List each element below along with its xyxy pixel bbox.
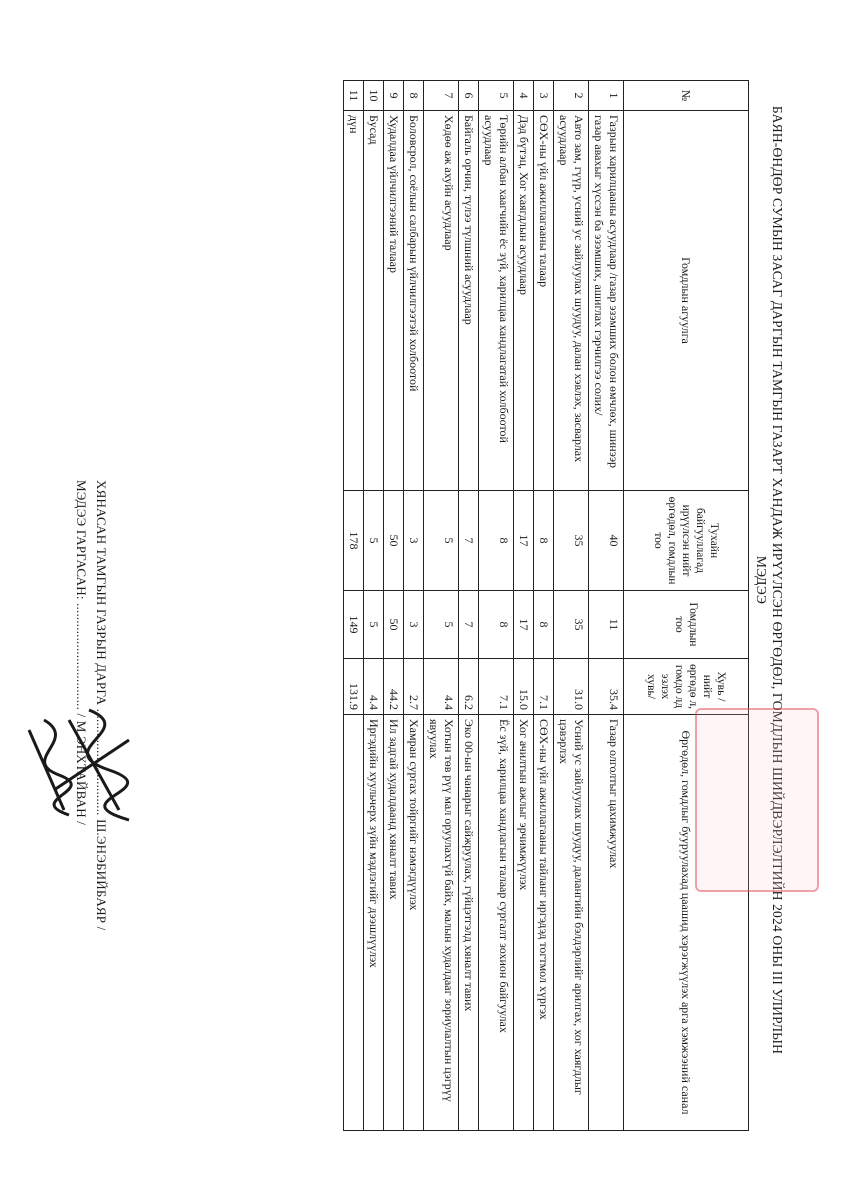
row-count: 8: [479, 591, 514, 659]
title-line-1: БАЯН-ӨНДӨР СУМЫН ЗАСАГ ДАРГЫН ТАМГЫН ГАЗАРТ ХАНДАЖ ИРҮҮЛСЭН ӨРГӨДӨЛ, ГОМДЛЫН ШИЙДВЭРЛЭЛТИЙН 2024 ОНЫ III УЛИРЛЫН: [770, 105, 785, 1055]
preparer-dots: ...............................: [74, 603, 89, 711]
row-topic: Боловсрол, соёлын салбарын үйлчилгээтэй холбоотой: [404, 111, 424, 491]
table-header-row: [624, 81, 749, 1131]
table-row: [534, 81, 554, 1131]
header-share: Хувь /нийт өргөдө л, гомдо лд эзлэх хувь/: [624, 659, 749, 715]
row-share: 4.4: [424, 659, 459, 715]
row-proposal: СӨХ-ны үйл ажиллагааны тайланг иргэдэд тогтмол хүргэх: [534, 715, 554, 1131]
row-share: 15.0: [514, 659, 534, 715]
table-row: [589, 81, 624, 1131]
row-number: 9: [384, 81, 404, 111]
row-count: 50: [384, 591, 404, 659]
title-line-2: МЭДЭЭ: [754, 555, 769, 605]
table-row: [514, 81, 534, 1131]
row-proposal: Усний ус зайлуулах шуудуу, далангийн бэлдэрлийг арилгах, хог хаягдлыг цэвэрлэх: [554, 715, 589, 1131]
row-number: 11: [344, 81, 364, 111]
row-total: 40: [589, 491, 624, 591]
row-total: 35: [554, 491, 589, 591]
row-share: 7.1: [479, 659, 514, 715]
row-proposal: Хамран сургах тойргийг нэмэгдүүлэх: [404, 715, 424, 1131]
approver-name: Ш.ЭНЭБИЙБАЯР /: [94, 819, 109, 931]
row-number: 7: [424, 81, 459, 111]
row-topic: Худалдаа үйлчилгээний талаар: [384, 111, 404, 491]
row-count: 3: [404, 591, 424, 659]
row-count: 8: [534, 591, 554, 659]
row-count: 149: [344, 591, 364, 659]
row-number: 6: [459, 81, 479, 111]
table-row: [344, 81, 364, 1131]
row-proposal: [344, 715, 364, 1131]
header-topic: Гомдлын агуулга: [624, 111, 749, 491]
row-total: 5: [424, 491, 459, 591]
row-number: 10: [364, 81, 384, 111]
header-total: Тухайн байгууллагад ирүүлсэн нийт өргөдөл, гомдлын тоо: [624, 491, 749, 591]
row-number: 1: [589, 81, 624, 111]
row-share: 6.2: [459, 659, 479, 715]
table-row: [459, 81, 479, 1131]
row-count: 17: [514, 591, 534, 659]
row-total: 7: [459, 491, 479, 591]
row-number: 8: [404, 81, 424, 111]
row-topic: Хөдөө аж ахуйн асуудлаар: [424, 111, 459, 491]
official-stamp: [695, 708, 819, 892]
preparer-name: / М.ЭНХТАЙВАН /: [74, 713, 89, 826]
row-topic: Бусад: [364, 111, 384, 491]
preparer-label: МЭДЭЭ ГАРГАСАН:: [74, 480, 89, 600]
row-count: 5: [364, 591, 384, 659]
row-proposal: Ил задгай худалдаанд хяналт тавих: [384, 715, 404, 1131]
row-topic: дүн: [344, 111, 364, 491]
row-share: 131.9: [344, 659, 364, 715]
row-proposal: Хог ачилтын ажлыг эрчимжүүлэх: [514, 715, 534, 1131]
row-proposal: Хотын төв рүү мал оруулахгүй байх, малын худалдааг зориулалтын цэгрүү явуулах: [424, 715, 459, 1131]
row-total: 178: [344, 491, 364, 591]
row-share: 2.7: [404, 659, 424, 715]
row-topic: Төрийн албан хаагчийн ёс зүй, харилцаа хандлагатай холбоотой асуудлаар: [479, 111, 514, 491]
table-row: [364, 81, 384, 1131]
row-proposal: Газар олголтыг цахимжуулах: [589, 715, 624, 1131]
row-number: 5: [479, 81, 514, 111]
row-topic: СӨХ-ны үйл ажиллагааны талаар: [534, 111, 554, 491]
row-total: 5: [364, 491, 384, 591]
complaints-table: [343, 80, 749, 1131]
row-total: 17: [514, 491, 534, 591]
row-count: 11: [589, 591, 624, 659]
approver-signature-line: [93, 480, 109, 931]
header-count: Гомдлын тоо: [624, 591, 749, 659]
table-row: [554, 81, 589, 1131]
document-title: [753, 40, 785, 1120]
row-number: 2: [554, 81, 589, 111]
row-number: 4: [514, 81, 534, 111]
row-share: 4.4: [364, 659, 384, 715]
table-row: [479, 81, 514, 1131]
table-row: [404, 81, 424, 1131]
table-row: [384, 81, 404, 1131]
row-count: 5: [424, 591, 459, 659]
row-share: 7.1: [534, 659, 554, 715]
approver-dots: ...............................: [94, 708, 109, 816]
row-total: 50: [384, 491, 404, 591]
row-share: 31.0: [554, 659, 589, 715]
header-proposal: Өргөдөл, гомдлыг бууруулахад цаашид хэрэгжүүлэх арга хэмжээний санал: [624, 715, 749, 1131]
row-total: 8: [534, 491, 554, 591]
preparer-signature-line: [73, 480, 89, 825]
row-proposal: Ёс зүй, харилцаа хандлагын талаар сургалт зохион байгуулах: [479, 715, 514, 1131]
row-number: 3: [534, 81, 554, 111]
approver-label: ХЯНАСАН ТАМГЫН ГАЗРЫН ДАРГА: [94, 480, 109, 706]
row-topic: Байгаль орчин, түлээ түлшний асуудлаар: [459, 111, 479, 491]
row-count: 35: [554, 591, 589, 659]
row-proposal: Иргэдийн хуульчерх зүйн мэдлэгийг дээшлүүлэх: [364, 715, 384, 1131]
row-share: 44.2: [384, 659, 404, 715]
row-total: 8: [479, 491, 514, 591]
row-topic: Газрын харилцааны асуудлаар /газар эзэмших болон өмчлөх, шинээр газар авахыг хүссэн ба эзэмших, ашиглах гэрчилгээ солих/: [589, 111, 624, 491]
table-row: [424, 81, 459, 1131]
row-total: 3: [404, 491, 424, 591]
row-topic: Авто зам, гүүр, усний ус зайлуулах шуудуу, далан хэвлэх, засварлах асуудлаар: [554, 111, 589, 491]
row-count: 7: [459, 591, 479, 659]
row-share: 35.4: [589, 659, 624, 715]
row-proposal: Эко 00-ын чанарыг сайжруулах, гүйцэтгэлд хяналт тавих: [459, 715, 479, 1131]
header-no: №: [624, 81, 749, 111]
row-topic: Дэд бүтэц, Хог хаягдлын асуудлаар: [514, 111, 534, 491]
